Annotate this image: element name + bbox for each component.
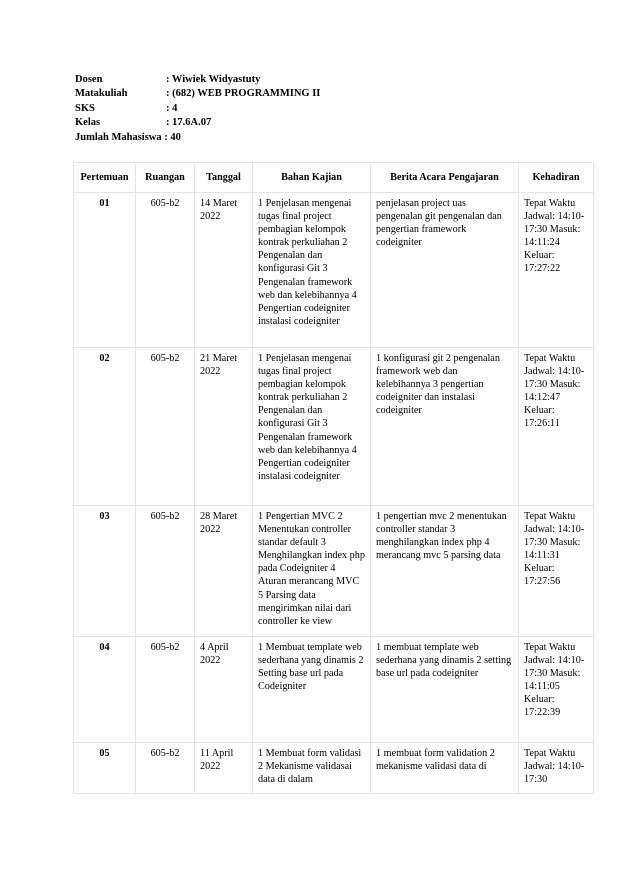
column-header: Tanggal bbox=[195, 163, 253, 193]
attendance-table bbox=[73, 162, 594, 794]
info-value: : Wiwiek Widyastuty bbox=[166, 74, 261, 85]
column-header: Pertemuan bbox=[74, 163, 136, 193]
info-value: : 4 bbox=[166, 102, 178, 114]
column-header: Berita Acara Pengajaran bbox=[371, 163, 519, 193]
teaching-report: 1 membuat form validation 2 mekanisme validasi data di bbox=[371, 743, 519, 794]
info-value: : 17.6A.07 bbox=[166, 117, 212, 129]
table-row bbox=[74, 743, 594, 794]
attendance: Tepat Waktu Jadwal: 14:10-17:30 Masuk: 14:11:24 Keluar: 17:27:22 bbox=[519, 193, 594, 348]
info-row-students bbox=[75, 131, 320, 145]
room: 605-b2 bbox=[136, 637, 195, 743]
meeting-number: 02 bbox=[74, 348, 136, 506]
table-header-row bbox=[74, 163, 594, 193]
study-topic: 1 Penjelasan mengenai tugas final project pembagian kelompok kontrak perkuliahan 2 Pengenalan dan konfigurasi Git 3 Pengenalan framework web dan kelebihannya 4 Pengertian codeigniter instalasi codeigniter bbox=[253, 348, 371, 506]
teaching-report: penjelasan project uas pengenalan git pengenalan dan pengertian framework codeigniter bbox=[371, 193, 519, 348]
room: 605-b2 bbox=[136, 348, 195, 506]
meeting-number: 01 bbox=[74, 193, 136, 348]
table-row bbox=[74, 348, 594, 506]
attendance: Tepat Waktu Jadwal: 14:10-17:30 Masuk: 14:11:05 Keluar: 17:22:39 bbox=[519, 637, 594, 743]
info-label: Kelas bbox=[75, 117, 101, 129]
info-row-class bbox=[75, 116, 320, 130]
column-header: Ruangan bbox=[136, 163, 195, 193]
column-header: Bahan Kajian bbox=[253, 163, 371, 193]
teaching-report: 1 membuat template web sederhana yang dinamis 2 setting base url pada codeigniter bbox=[371, 637, 519, 743]
column-header: Kehadiran bbox=[519, 163, 594, 193]
info-label: Jumlah Mahasiswa bbox=[75, 131, 162, 143]
table-row bbox=[74, 637, 594, 743]
room: 605-b2 bbox=[136, 506, 195, 637]
info-row-lecturer bbox=[75, 73, 320, 87]
info-value: : (682) WEB PROGRAMMING II bbox=[166, 88, 321, 100]
info-label: Dosen bbox=[75, 74, 103, 85]
room: 605-b2 bbox=[136, 743, 195, 794]
date: 4 April 2022 bbox=[195, 637, 253, 743]
study-topic: 1 Membuat template web sederhana yang dinamis 2 Setting base url pada Codeigniter bbox=[253, 637, 371, 743]
lecture-info bbox=[75, 73, 320, 145]
attendance: Tepat Waktu Jadwal: 14:10-17:30 bbox=[519, 743, 594, 794]
info-row-course bbox=[75, 87, 320, 101]
table-row bbox=[74, 506, 594, 637]
teaching-report: 1 konfigurasi git 2 pengenalan framework web dan kelebihannya 3 pengertian codeigniter dan instalasi codeigniter bbox=[371, 348, 519, 506]
date: 14 Maret 2022 bbox=[195, 193, 253, 348]
room: 605-b2 bbox=[136, 193, 195, 348]
attendance: Tepat Waktu Jadwal: 14:10-17:30 Masuk: 14:12:47 Keluar: 17:26:11 bbox=[519, 348, 594, 506]
date: 28 Maret 2022 bbox=[195, 506, 253, 637]
meeting-number: 05 bbox=[74, 743, 136, 794]
study-topic: 1 Membuat form validasi 2 Mekanisme validasai data di dalam bbox=[253, 743, 371, 794]
table-row bbox=[74, 193, 594, 348]
attendance: Tepat Waktu Jadwal: 14:10-17:30 Masuk: 14:11:31 Keluar: 17:27:56 bbox=[519, 506, 594, 637]
info-label: Matakuliah bbox=[75, 88, 128, 100]
meeting-number: 04 bbox=[74, 637, 136, 743]
study-topic: 1 Pengertian MVC 2 Menentukan controller standar default 3 Menghilangkan index php pada Codeigniter 4 Aturan merancang MVC 5 Parsing data mengirimkan nilai dari controller ke view bbox=[253, 506, 371, 637]
info-label: SKS bbox=[75, 102, 95, 114]
date: 11 April 2022 bbox=[195, 743, 253, 794]
meeting-number: 03 bbox=[74, 506, 136, 637]
date: 21 Maret 2022 bbox=[195, 348, 253, 506]
info-value: : 40 bbox=[164, 131, 181, 143]
teaching-report: 1 pengertian mvc 2 menentukan controller standar 3 menghilangkan index php 4 merancang mvc 5 parsing data bbox=[371, 506, 519, 637]
info-row-credits bbox=[75, 102, 320, 116]
study-topic: 1 Penjelasan mengenai tugas final project pembagian kelompok kontrak perkuliahan 2 Pengenalan dan konfigurasi Git 3 Pengenalan framework web dan kelebihannya 4 Pengertian codeigniter instalasi codeigniter bbox=[253, 193, 371, 348]
